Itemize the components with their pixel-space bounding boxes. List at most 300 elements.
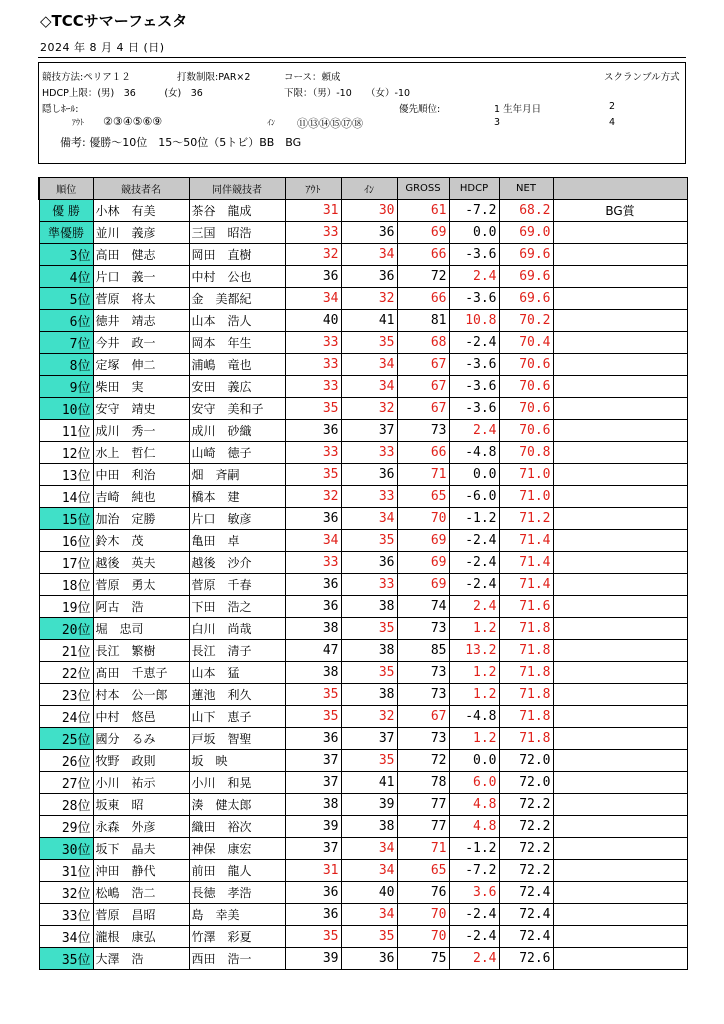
in-cell: 33 <box>341 442 397 464</box>
info-priority-4: 4 <box>609 117 616 128</box>
out-cell: 39 <box>285 948 341 970</box>
table-row <box>39 552 687 574</box>
info-priority-label: 優先順位: <box>399 104 441 115</box>
partner-cell: 金 美都紀 <box>189 288 285 310</box>
partner-cell: 山下 恵子 <box>189 706 285 728</box>
net-cell: 72.2 <box>499 838 553 860</box>
name-cell: 小川 祐示 <box>93 772 189 794</box>
net-cell: 71.8 <box>499 706 553 728</box>
gross-cell: 72 <box>397 266 449 288</box>
name-cell: 菅原 昌昭 <box>93 904 189 926</box>
in-cell: 35 <box>341 926 397 948</box>
col-gross-header: GROSS <box>397 178 449 200</box>
hdcp-cell: 6.0 <box>449 772 499 794</box>
hdcp-cell: -6.0 <box>449 486 499 508</box>
partner-cell: 島 幸美 <box>189 904 285 926</box>
gross-cell: 66 <box>397 244 449 266</box>
note-cell <box>553 442 687 464</box>
name-cell: 堀 忠司 <box>93 618 189 640</box>
info-out-label: ｱｳﾄ <box>72 118 84 127</box>
table-row <box>39 882 687 904</box>
in-cell: 37 <box>341 420 397 442</box>
rank-cell: 26位 <box>39 750 93 772</box>
net-cell: 72.2 <box>499 816 553 838</box>
in-cell: 36 <box>341 948 397 970</box>
in-cell: 36 <box>341 266 397 288</box>
note-cell <box>553 420 687 442</box>
name-cell: 沖田 静代 <box>93 860 189 882</box>
note-cell <box>553 486 687 508</box>
name-cell: 鈴木 茂 <box>93 530 189 552</box>
out-cell: 34 <box>285 530 341 552</box>
table-row <box>39 288 687 310</box>
gross-cell: 76 <box>397 882 449 904</box>
info-priority-1: 1 生年月日 <box>494 104 542 115</box>
table-row <box>39 948 687 970</box>
gross-cell: 70 <box>397 508 449 530</box>
gross-cell: 70 <box>397 904 449 926</box>
out-cell: 35 <box>285 926 341 948</box>
table-row <box>39 354 687 376</box>
table-row <box>39 772 687 794</box>
table-row <box>39 222 687 244</box>
in-cell: 34 <box>341 376 397 398</box>
gross-cell: 74 <box>397 596 449 618</box>
name-cell: 吉崎 純也 <box>93 486 189 508</box>
out-cell: 33 <box>285 222 341 244</box>
rank-cell: 24位 <box>39 706 93 728</box>
in-cell: 33 <box>341 486 397 508</box>
in-cell: 38 <box>341 640 397 662</box>
net-cell: 72.6 <box>499 948 553 970</box>
hdcp-cell: -3.6 <box>449 288 499 310</box>
rank-cell: 9位 <box>39 376 93 398</box>
info-hdcp-upper: HDCP上限：(男) 36 (女) 36 <box>42 88 203 99</box>
hdcp-cell: 13.2 <box>449 640 499 662</box>
hdcp-cell: -2.4 <box>449 904 499 926</box>
info-limit: 打数制限:PAR×2 <box>177 72 251 83</box>
net-cell: 71.8 <box>499 640 553 662</box>
in-cell: 34 <box>341 244 397 266</box>
net-cell: 68.2 <box>499 200 553 222</box>
gross-cell: 69 <box>397 574 449 596</box>
name-cell: 坂下 晶夫 <box>93 838 189 860</box>
net-cell: 70.8 <box>499 442 553 464</box>
partner-cell: 白川 尚哉 <box>189 618 285 640</box>
page-title: ◇TCCサマーフェスタ <box>40 12 188 30</box>
net-cell: 71.0 <box>499 486 553 508</box>
net-cell: 71.4 <box>499 530 553 552</box>
net-cell: 69.6 <box>499 244 553 266</box>
info-in-label: ｲﾝ <box>267 118 275 127</box>
name-cell: 定塚 伸二 <box>93 354 189 376</box>
note-cell <box>553 728 687 750</box>
in-cell: 35 <box>341 332 397 354</box>
table-row <box>39 266 687 288</box>
out-cell: 36 <box>285 508 341 530</box>
rank-cell: 31位 <box>39 860 93 882</box>
rank-cell: 30位 <box>39 838 93 860</box>
rank-cell: 32位 <box>39 882 93 904</box>
note-cell <box>553 310 687 332</box>
net-cell: 72.4 <box>499 926 553 948</box>
note-cell <box>553 266 687 288</box>
rank-cell: 28位 <box>39 794 93 816</box>
name-cell: 高田 健志 <box>93 244 189 266</box>
partner-cell: 岡本 年生 <box>189 332 285 354</box>
gross-cell: 77 <box>397 816 449 838</box>
note-cell <box>553 838 687 860</box>
name-cell: 國分 るみ <box>93 728 189 750</box>
rank-cell: 21位 <box>39 640 93 662</box>
net-cell: 70.4 <box>499 332 553 354</box>
out-cell: 37 <box>285 772 341 794</box>
rank-cell: 25位 <box>39 728 93 750</box>
table-row <box>39 376 687 398</box>
out-cell: 31 <box>285 860 341 882</box>
out-cell: 37 <box>285 750 341 772</box>
partner-cell: 安田 義広 <box>189 376 285 398</box>
hdcp-cell: -4.8 <box>449 706 499 728</box>
note-cell <box>553 376 687 398</box>
note-cell <box>553 222 687 244</box>
name-cell: 松嶋 浩二 <box>93 882 189 904</box>
out-cell: 33 <box>285 354 341 376</box>
name-cell: 並川 義彦 <box>93 222 189 244</box>
out-cell: 36 <box>285 266 341 288</box>
net-cell: 71.8 <box>499 684 553 706</box>
note-cell <box>553 574 687 596</box>
net-cell: 70.6 <box>499 398 553 420</box>
out-cell: 40 <box>285 310 341 332</box>
note-cell <box>553 860 687 882</box>
partner-cell: 西田 浩一 <box>189 948 285 970</box>
note-cell <box>553 662 687 684</box>
note-cell <box>553 288 687 310</box>
hdcp-cell: -2.4 <box>449 926 499 948</box>
table-row <box>39 574 687 596</box>
note-cell <box>553 618 687 640</box>
partner-cell: 坂 映 <box>189 750 285 772</box>
out-cell: 33 <box>285 552 341 574</box>
in-cell: 38 <box>341 596 397 618</box>
info-lower: 下限：（男）-10 （女）-10 <box>284 88 411 99</box>
in-cell: 41 <box>341 772 397 794</box>
out-cell: 36 <box>285 904 341 926</box>
rank-cell: 22位 <box>39 662 93 684</box>
hdcp-cell: 2.4 <box>449 948 499 970</box>
gross-cell: 73 <box>397 420 449 442</box>
note-cell <box>553 926 687 948</box>
gross-cell: 71 <box>397 464 449 486</box>
note-cell <box>553 508 687 530</box>
table-row <box>39 464 687 486</box>
net-cell: 70.6 <box>499 354 553 376</box>
note-cell <box>553 904 687 926</box>
partner-cell: 蓮池 利久 <box>189 684 285 706</box>
table-row <box>39 618 687 640</box>
hdcp-cell: -2.4 <box>449 332 499 354</box>
rank-cell: 34位 <box>39 926 93 948</box>
table-row <box>39 684 687 706</box>
note-cell <box>553 684 687 706</box>
gross-cell: 73 <box>397 728 449 750</box>
gross-cell: 67 <box>397 354 449 376</box>
table-row <box>39 508 687 530</box>
gross-cell: 73 <box>397 618 449 640</box>
table-row <box>39 750 687 772</box>
hdcp-cell: 1.2 <box>449 618 499 640</box>
out-cell: 39 <box>285 816 341 838</box>
rank-cell: 優 勝 <box>39 200 93 222</box>
table-row <box>39 860 687 882</box>
in-cell: 36 <box>341 222 397 244</box>
hdcp-cell: 4.8 <box>449 794 499 816</box>
table-row <box>39 398 687 420</box>
note-cell <box>553 948 687 970</box>
table-header-row <box>39 178 687 200</box>
in-cell: 41 <box>341 310 397 332</box>
net-cell: 72.2 <box>499 794 553 816</box>
partner-cell: 山本 猛 <box>189 662 285 684</box>
net-cell: 72.4 <box>499 882 553 904</box>
hdcp-cell: 3.6 <box>449 882 499 904</box>
partner-cell: 岡田 直樹 <box>189 244 285 266</box>
in-cell: 32 <box>341 288 397 310</box>
partner-cell: 浦嶋 竜也 <box>189 354 285 376</box>
info-out-holes: ②③④⑤⑥⑨ <box>103 115 163 128</box>
info-priority-3: 3 <box>494 117 501 128</box>
note-cell <box>553 332 687 354</box>
in-cell: 34 <box>341 508 397 530</box>
net-cell: 72.4 <box>499 904 553 926</box>
gross-cell: 81 <box>397 310 449 332</box>
name-cell: 大澤 浩 <box>93 948 189 970</box>
hdcp-cell: -7.2 <box>449 200 499 222</box>
table-row <box>39 904 687 926</box>
hdcp-cell: -2.4 <box>449 552 499 574</box>
name-cell: 牧野 政則 <box>93 750 189 772</box>
hdcp-cell: 1.2 <box>449 728 499 750</box>
hdcp-cell: -3.6 <box>449 354 499 376</box>
partner-cell: 神保 康宏 <box>189 838 285 860</box>
col-in-header: ｲﾝ <box>341 178 397 200</box>
header-divider <box>38 57 686 58</box>
table-row <box>39 794 687 816</box>
table-row <box>39 420 687 442</box>
gross-cell: 68 <box>397 332 449 354</box>
out-cell: 38 <box>285 662 341 684</box>
note-cell <box>553 398 687 420</box>
partner-cell: 山本 浩人 <box>189 310 285 332</box>
out-cell: 35 <box>285 398 341 420</box>
name-cell: 坂東 昭 <box>93 794 189 816</box>
rank-cell: 23位 <box>39 684 93 706</box>
out-cell: 33 <box>285 332 341 354</box>
note-cell <box>553 640 687 662</box>
col-name-header: 競技者名 <box>93 178 189 200</box>
net-cell: 71.8 <box>499 728 553 750</box>
in-cell: 35 <box>341 530 397 552</box>
partner-cell: 山崎 徳子 <box>189 442 285 464</box>
note-cell <box>553 354 687 376</box>
hdcp-cell: 0.0 <box>449 222 499 244</box>
name-cell: 瀧根 康弘 <box>93 926 189 948</box>
name-cell: 長江 繁樹 <box>93 640 189 662</box>
competition-info-box <box>38 62 686 164</box>
name-cell: 加治 定勝 <box>93 508 189 530</box>
name-cell: 中村 悠邑 <box>93 706 189 728</box>
partner-cell: 越後 沙介 <box>189 552 285 574</box>
out-cell: 36 <box>285 420 341 442</box>
gross-cell: 78 <box>397 772 449 794</box>
hdcp-cell: -3.6 <box>449 376 499 398</box>
event-date: 2024 年 8 月 4 日 (日) <box>40 41 165 54</box>
in-cell: 30 <box>341 200 397 222</box>
rank-cell: 3位 <box>39 244 93 266</box>
info-course: コース：頼成 <box>284 72 341 83</box>
table-row <box>39 706 687 728</box>
out-cell: 38 <box>285 794 341 816</box>
partner-cell: 安守 美和子 <box>189 398 285 420</box>
partner-cell: 畑 斉嗣 <box>189 464 285 486</box>
hdcp-cell: 2.4 <box>449 596 499 618</box>
out-cell: 37 <box>285 838 341 860</box>
out-cell: 35 <box>285 684 341 706</box>
in-cell: 35 <box>341 618 397 640</box>
out-cell: 31 <box>285 200 341 222</box>
rank-cell: 27位 <box>39 772 93 794</box>
net-cell: 69.0 <box>499 222 553 244</box>
note-cell <box>553 772 687 794</box>
col-net-header: NET <box>499 178 553 200</box>
hdcp-cell: 2.4 <box>449 420 499 442</box>
info-hidden-holes: 隠しﾎｰﾙ: <box>42 104 79 115</box>
out-cell: 36 <box>285 728 341 750</box>
in-cell: 35 <box>341 662 397 684</box>
hdcp-cell: -2.4 <box>449 574 499 596</box>
name-cell: 水上 哲仁 <box>93 442 189 464</box>
gross-cell: 70 <box>397 926 449 948</box>
name-cell: 中田 利治 <box>93 464 189 486</box>
gross-cell: 85 <box>397 640 449 662</box>
name-cell: 安守 靖史 <box>93 398 189 420</box>
table-row <box>39 728 687 750</box>
net-cell: 71.4 <box>499 552 553 574</box>
table-row <box>39 530 687 552</box>
table-row <box>39 442 687 464</box>
note-cell: BG賞 <box>553 200 687 222</box>
partner-cell: 竹澤 彩夏 <box>189 926 285 948</box>
net-cell: 71.4 <box>499 574 553 596</box>
net-cell: 71.8 <box>499 618 553 640</box>
gross-cell: 61 <box>397 200 449 222</box>
hdcp-cell: -7.2 <box>449 860 499 882</box>
in-cell: 33 <box>341 574 397 596</box>
name-cell: 菅原 将太 <box>93 288 189 310</box>
rank-cell: 17位 <box>39 552 93 574</box>
partner-cell: 戸坂 智聖 <box>189 728 285 750</box>
net-cell: 72.0 <box>499 750 553 772</box>
gross-cell: 75 <box>397 948 449 970</box>
gross-cell: 73 <box>397 662 449 684</box>
note-cell <box>553 596 687 618</box>
note-cell <box>553 816 687 838</box>
col-partner-header: 同伴競技者 <box>189 178 285 200</box>
gross-cell: 66 <box>397 288 449 310</box>
in-cell: 32 <box>341 706 397 728</box>
in-cell: 34 <box>341 860 397 882</box>
in-cell: 40 <box>341 882 397 904</box>
col-out-header: ｱｳﾄ <box>285 178 341 200</box>
table-row <box>39 486 687 508</box>
in-cell: 39 <box>341 794 397 816</box>
gross-cell: 69 <box>397 222 449 244</box>
rank-cell: 18位 <box>39 574 93 596</box>
name-cell: 片口 義一 <box>93 266 189 288</box>
partner-cell: 片口 敏彦 <box>189 508 285 530</box>
partner-cell: 長徳 孝浩 <box>189 882 285 904</box>
gross-cell: 69 <box>397 552 449 574</box>
net-cell: 70.2 <box>499 310 553 332</box>
rank-cell: 12位 <box>39 442 93 464</box>
gross-cell: 67 <box>397 398 449 420</box>
name-cell: 村本 公一郎 <box>93 684 189 706</box>
hdcp-cell: -3.6 <box>449 244 499 266</box>
gross-cell: 65 <box>397 486 449 508</box>
hdcp-cell: 4.8 <box>449 816 499 838</box>
hdcp-cell: -1.2 <box>449 838 499 860</box>
partner-cell: 長江 清子 <box>189 640 285 662</box>
in-cell: 32 <box>341 398 397 420</box>
partner-cell: 織田 裕次 <box>189 816 285 838</box>
hdcp-cell: -1.2 <box>449 508 499 530</box>
partner-cell: 三国 昭浩 <box>189 222 285 244</box>
rank-cell: 13位 <box>39 464 93 486</box>
note-cell <box>553 464 687 486</box>
partner-cell: 亀田 卓 <box>189 530 285 552</box>
table-row <box>39 200 687 222</box>
net-cell: 72.2 <box>499 860 553 882</box>
partner-cell: 湊 健太郎 <box>189 794 285 816</box>
rank-cell: 8位 <box>39 354 93 376</box>
in-cell: 38 <box>341 684 397 706</box>
name-cell: 越後 英夫 <box>93 552 189 574</box>
name-cell: 小林 有美 <box>93 200 189 222</box>
partner-cell: 前田 龍人 <box>189 860 285 882</box>
hdcp-cell: 10.8 <box>449 310 499 332</box>
note-cell <box>553 552 687 574</box>
rank-cell: 16位 <box>39 530 93 552</box>
net-cell: 71.2 <box>499 508 553 530</box>
hdcp-cell: 1.2 <box>449 662 499 684</box>
rank-cell: 20位 <box>39 618 93 640</box>
table-row <box>39 838 687 860</box>
hdcp-cell: -3.6 <box>449 398 499 420</box>
name-cell: 成川 秀一 <box>93 420 189 442</box>
table-row <box>39 640 687 662</box>
results-table <box>38 177 688 970</box>
gross-cell: 71 <box>397 838 449 860</box>
info-format: スクランブル方式 <box>604 72 680 83</box>
in-cell: 34 <box>341 838 397 860</box>
name-cell: 今井 政一 <box>93 332 189 354</box>
net-cell: 69.6 <box>499 266 553 288</box>
net-cell: 69.6 <box>499 288 553 310</box>
note-cell <box>553 794 687 816</box>
info-priority-2: 2 <box>609 101 616 112</box>
gross-cell: 67 <box>397 376 449 398</box>
